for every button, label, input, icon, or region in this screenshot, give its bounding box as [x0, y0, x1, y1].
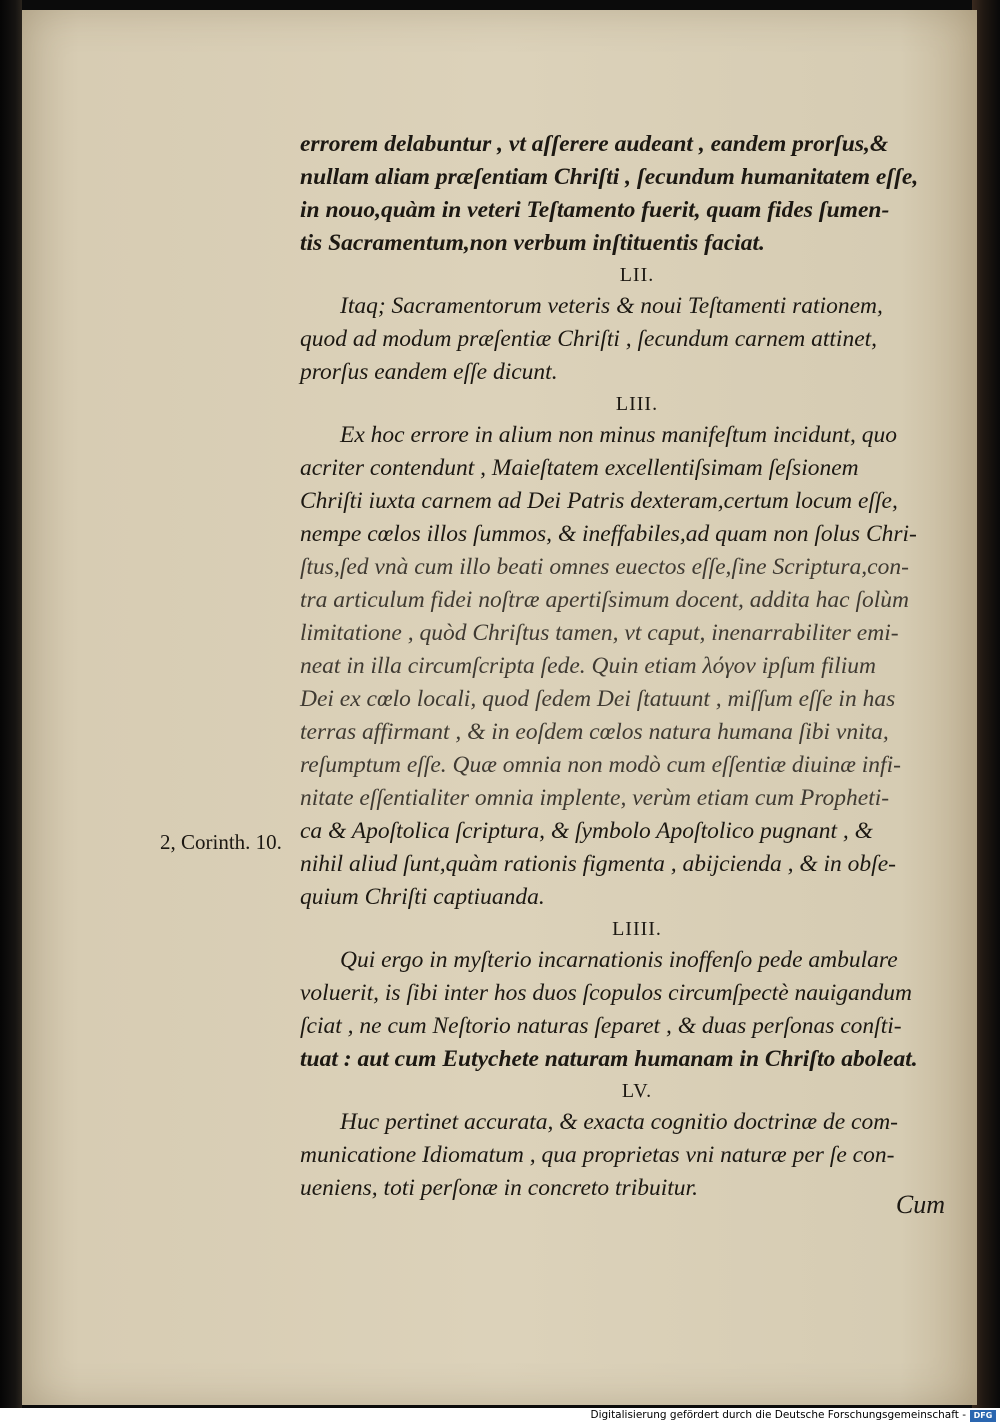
book-spine-edge: [0, 0, 22, 1415]
text-line: limitatione , quòd Chriſtus tamen, vt caput, inenarrabiliter emi-: [300, 620, 899, 646]
footer-credit: Digitalisierung gefördert durch die Deutsche Forschungsgemeinschaft -: [590, 1409, 966, 1421]
section-heading-54: LIIII.: [612, 918, 662, 940]
text-line: tuat : aut cum Eutychete naturam humanam in Chriſto aboleat.: [300, 1046, 918, 1072]
text-line: Qui ergo in myſterio incarnationis inoffenſo pede ambulare: [340, 947, 898, 973]
dfg-logo: DFG: [970, 1410, 996, 1422]
text-line: municatione Idiomatum , qua proprietas vni naturæ per ſe con-: [300, 1142, 895, 1168]
text-line: quium Chriſti captiuanda.: [300, 884, 545, 910]
text-line: Dei ex cœlo locali, quod ſedem Dei ſtatuunt , miſſum eſſe in has: [300, 686, 896, 712]
text-line: in nouo,quàm in veteri Teſtamento fuerit, quam fides ſumen-: [300, 197, 890, 223]
margin-reference: 2, Corinth. 10.: [160, 830, 282, 854]
text-line: ca & Apoſtolica ſcriptura, & ſymbolo Apoſtolico pugnant , &: [300, 818, 873, 844]
section-heading-53: LIII.: [615, 393, 659, 415]
text-line: Ex hoc errore in alium non minus manifeſtum incidunt, quo: [340, 422, 897, 448]
text-line: Itaq; Sacramentorum veteris & noui Teſtamenti rationem,: [340, 293, 883, 319]
text-line: nihil aliud ſunt,quàm rationis figmenta , abijcienda , & in obſe-: [300, 851, 896, 877]
text-line: Chriſti iuxta carnem ad Dei Patris dexteram,certum locum eſſe,: [300, 488, 898, 514]
text-line: tis Sacramentum,non verbum inſtituentis faciat.: [300, 230, 765, 256]
text-line: nullam aliam præſentiam Chriſti , ſecundum humanitatem eſſe,: [300, 164, 919, 190]
text-line: errorem delabuntur , vt aſſerere audeant , eandem prorſus,&: [300, 131, 889, 157]
text-line: quod ad modum præſentiæ Chriſti , ſecundum carnem attinet,: [300, 326, 878, 352]
text-line: tra articulum fidei noſtræ apertiſsimum docent, addita hac ſolùm: [300, 587, 910, 613]
text-line: ſtus,ſed vnà cum illo beati omnes euectos eſſe,ſine Scriptura,con-: [300, 554, 909, 580]
text-line: nitate eſſentialiter omnia implente, verùm etiam cum Propheti-: [300, 785, 890, 811]
text-line: ueniens, toti perſonæ in concreto tribuitur.: [300, 1175, 698, 1201]
section-heading-52: LII.: [619, 264, 655, 286]
text-line: reſumptum eſſe. Quæ omnia non modò cum eſſentiæ diuinæ infi-: [300, 752, 901, 778]
text-line: ſciat , ne cum Neſtorio naturas ſeparet , & duas perſonas conſti-: [300, 1013, 902, 1039]
footer-bar: [0, 1408, 1000, 1425]
text-line: voluerit, is ſibi inter hos duos ſcopulos circumſpectè nauigandum: [300, 980, 913, 1006]
page-text: [300, 128, 970, 1205]
text-line: neat in illa circumſcripta ſede. Quin etiam λόγον ipſum filium: [300, 653, 876, 679]
section-heading-55: LV.: [621, 1080, 653, 1102]
scanned-page: [22, 10, 977, 1405]
catchword: Cum: [895, 1190, 945, 1219]
text-line: Huc pertinet accurata, & exacta cognitio doctrinæ de com-: [340, 1109, 898, 1135]
text-line: nempe cœlos illos ſummos, & ineffabiles,ad quam non ſolus Chri-: [300, 521, 917, 547]
text-line: prorſus eandem eſſe dicunt.: [300, 359, 558, 385]
text-line: terras affirmant , & in eoſdem cœlos natura humana ſibi vnita,: [300, 719, 889, 745]
text-line: acriter contendunt , Maieſtatem excellentiſsimam ſeſsionem: [300, 455, 859, 481]
